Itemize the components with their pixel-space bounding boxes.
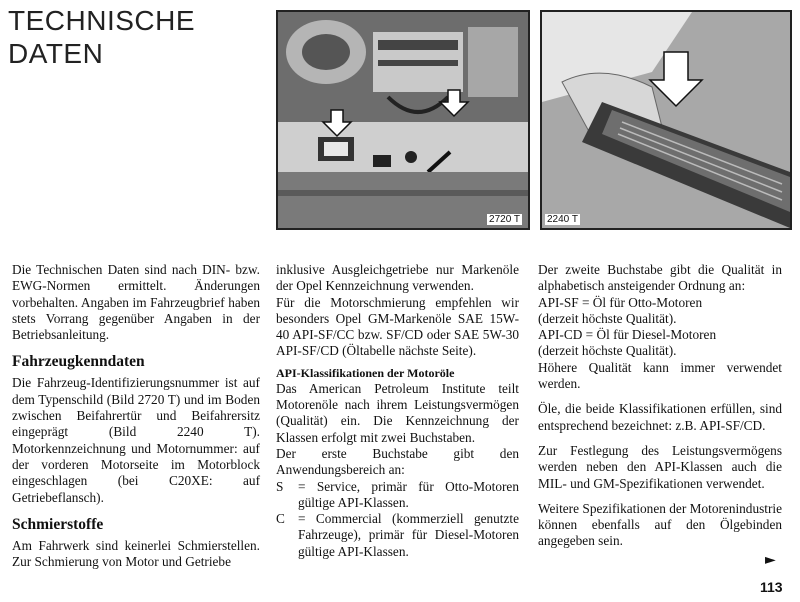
api-sf-line: API-SF = Öl für Otto-Motoren: [538, 294, 703, 310]
page-number: 113: [760, 579, 783, 595]
api-sf-note: (derzeit höchste Qualität).: [538, 310, 677, 326]
further-specs-paragraph: Weitere Spezifikationen der Motorenindustrie können ebenfalls auf den Ölgebinden angegeben sein.: [538, 500, 782, 549]
column-3: [538, 262, 782, 550]
list-key-c: C: [276, 511, 285, 527]
list-key-s: S: [276, 478, 284, 494]
heading-api-classifications: API-Klassifikationen der Motoröle: [276, 365, 455, 380]
floor-plate-illustration: [542, 12, 790, 228]
both-classifications-paragraph: Öle, die beide Klassifikationen erfüllen, sind entsprechend bezeichnet: z.B. API-SF/CD.: [538, 401, 782, 433]
page-title: [8, 4, 195, 70]
lubricants-paragraph: Am Fahrwerk sind keinerlei Schmierstellen. Zur Schmierung von Motor und Getriebe: [12, 537, 260, 570]
api-cd-line: API-CD = Öl für Diesel-Motoren: [538, 327, 717, 343]
next-page-arrow-icon: ►: [765, 552, 776, 568]
page-title-line-1: TECHNISCHE: [8, 5, 196, 36]
oil-brand-paragraph: inklusive Ausgleichgetriebe nur Markenöle der Opel Kennzeichnung verwenden.: [276, 262, 519, 294]
higher-quality-paragraph: Höhere Qualität kann immer verwendet werden.: [538, 359, 782, 392]
heading-fahrzeugkenndaten: Fahrzeugkenndaten: [12, 353, 145, 371]
engine-bay-illustration: [278, 12, 528, 228]
list-value-s: = Service, primär für Otto-Motoren gültige API-Klassen.: [298, 478, 519, 510]
floor-plate-photo: [540, 10, 792, 230]
page-title-line-2: DATEN: [8, 38, 104, 69]
intro-paragraph: Die Technischen Daten sind nach DIN- bzw. EWG-Normen ermittelt. Änderungen vorbehalten. Angaben im Fahrzeugbrief haben stets Vorrang gegenüber Angaben in der Betriebsanleitung.: [12, 262, 260, 343]
list-value-c: = Commercial (kommerziell genutzte Fahrzeuge), primär für Diesel-Motoren gültige API-Klassen.: [298, 511, 519, 559]
first-letter-paragraph: Der erste Buchstabe gibt den Anwendungsbereich an:: [276, 445, 519, 478]
api-cd-note: (derzeit höchste Qualität).: [538, 343, 677, 359]
list-item: [276, 511, 519, 560]
engine-oil-recommendation: Für die Motorschmierung empfehlen wir besonders Opel GM-Markenöle SAE 15W-40 API-SF/CC bzw. SF/CD oder SAE 5W-30 API-SF/CD (Öltabelle nächste Seite).: [276, 294, 519, 359]
figure-code-2240: 2240 T: [547, 214, 578, 225]
column-1: [12, 262, 260, 570]
figure-code-2720: 2720 T: [489, 214, 520, 225]
heading-schmierstoffe: Schmierstoffe: [12, 515, 104, 533]
api-intro-paragraph: Das American Petroleum Institute teilt Motorenöle nach ihrem Leistungsvermögen (Qualität) ein. Die Kennzeichnung der Klassen erfolgt mit zwei Buchstaben.: [276, 380, 519, 445]
second-letter-paragraph: Der zweite Buchstabe gibt die Qualität in alphabetisch ansteigender Ordnung an:: [538, 262, 782, 294]
list-item: [276, 479, 519, 512]
engine-bay-photo: [276, 10, 530, 230]
column-2: [276, 262, 519, 560]
vehicle-data-paragraph: Die Fahrzeug-Identifizierungsnummer ist auf dem Typenschild (Bild 2720 T) und im Boden zwischen Beifahrertür und Beifahrersitz eingeprägt (Bild 2240 T). Motorkennzeichnung und Motornummer: auf der vorderen Motorseite im Motorblock eingeschlagen (bei C20XE: auf Getriebeflansch).: [12, 375, 260, 505]
mil-gm-paragraph: Zur Festlegung des Leistungsvermögens werden neben den API-Klassen auch die MIL- und GM-Spezifikationen verwendet.: [538, 442, 782, 491]
